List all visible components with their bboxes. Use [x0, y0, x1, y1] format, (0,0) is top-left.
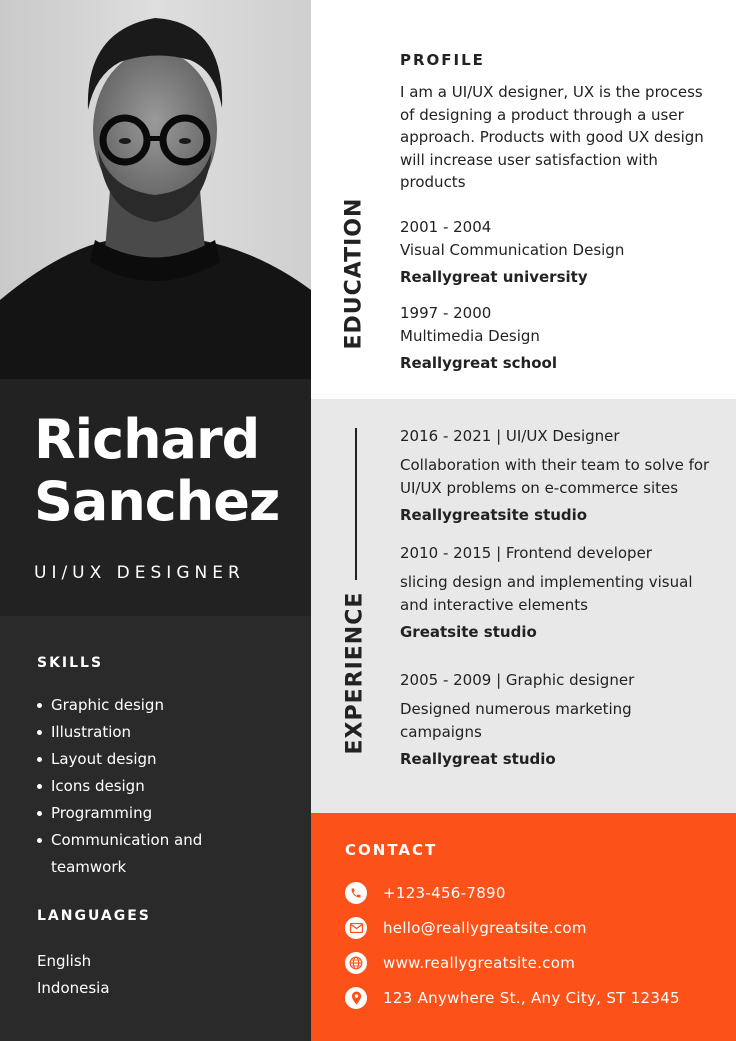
experience-company: Greatsite studio [400, 623, 537, 641]
location-pin-icon [345, 987, 367, 1009]
education-heading: EDUCATION [341, 197, 367, 350]
profile-heading: PROFILE [400, 51, 485, 69]
experience-description: Collaboration with their team to solve for UI/UX problems on e-commerce sites [400, 456, 710, 497]
experience-title: 2005 - 2009 | Graphic designer [400, 671, 635, 689]
contact-phone-text: +123-456-7890 [383, 884, 506, 902]
experience-heading: EXPERIENCE [342, 591, 368, 755]
mail-icon [345, 917, 367, 939]
language-item: Indonesia [37, 979, 110, 997]
experience-divider-line [355, 428, 357, 580]
experience-title: 2016 - 2021 | UI/UX Designer [400, 427, 620, 445]
education-school: Reallygreat school [400, 354, 557, 372]
education-program: Visual Communication Design [400, 241, 625, 259]
bullet-icon [37, 811, 42, 816]
education-school: Reallygreat university [400, 268, 588, 286]
languages-list [37, 948, 110, 1002]
skill-item: Graphic design [37, 692, 237, 719]
experience-description: Designed numerous marketing campaigns [400, 700, 632, 741]
name-block [0, 379, 311, 616]
skills-heading: SKILLS [37, 655, 104, 671]
profile-text: I am a UI/UX designer, UX is the process of designing a product through a user approach. Products with good UX design will increase user satisfaction with products [400, 83, 704, 191]
education-entry [400, 217, 720, 288]
experience-company: Reallygreat studio [400, 750, 556, 768]
skills-list [37, 692, 237, 881]
contact-phone[interactable] [345, 882, 725, 906]
languages-heading: LANGUAGES [37, 908, 151, 924]
education-entry [400, 303, 720, 374]
education-years: 1997 - 2000 [400, 304, 492, 322]
contact-section [311, 813, 736, 1041]
bullet-icon [37, 730, 42, 735]
contact-email-text: hello@reallygreatsite.com [383, 919, 587, 937]
skill-item: Illustration [37, 719, 237, 746]
contact-email[interactable] [345, 917, 725, 941]
skill-item: Layout design [37, 746, 237, 773]
first-name: Richard [34, 408, 260, 471]
experience-company: Reallygreatsite studio [400, 506, 588, 524]
skill-item-continued: teamwork [51, 858, 127, 876]
experience-description: slicing design and implementing visual and interactive elements [400, 573, 693, 614]
experience-entry [400, 543, 720, 643]
person-name [34, 409, 279, 533]
contact-address[interactable] [345, 987, 725, 1011]
contact-address-text: 123 Anywhere St., Any City, ST 12345 [383, 989, 680, 1007]
bullet-icon [37, 703, 42, 708]
job-title: UI/UX DESIGNER [34, 563, 245, 583]
bullet-icon [37, 757, 42, 762]
profile-photo [0, 0, 311, 379]
bullet-icon [37, 784, 42, 789]
globe-icon [345, 952, 367, 974]
skill-item: Communication and [37, 827, 237, 854]
left-column [0, 0, 311, 1041]
language-item: English [37, 952, 92, 970]
profile-education-section [311, 0, 736, 399]
skills-languages-block [0, 616, 311, 1041]
phone-icon [345, 882, 367, 904]
experience-entry [400, 426, 720, 526]
last-name: Sanchez [34, 470, 280, 533]
experience-entry [400, 670, 720, 770]
bullet-icon [37, 838, 42, 843]
contact-website-text: www.reallygreatsite.com [383, 954, 576, 972]
education-years: 2001 - 2004 [400, 218, 492, 236]
experience-section [311, 399, 736, 813]
skill-item: Icons design [37, 773, 237, 800]
contact-heading: CONTACT [345, 841, 438, 859]
experience-title: 2010 - 2015 | Frontend developer [400, 544, 652, 562]
education-program: Multimedia Design [400, 327, 540, 345]
contact-website[interactable] [345, 952, 725, 976]
skill-item: Programming [37, 800, 237, 827]
